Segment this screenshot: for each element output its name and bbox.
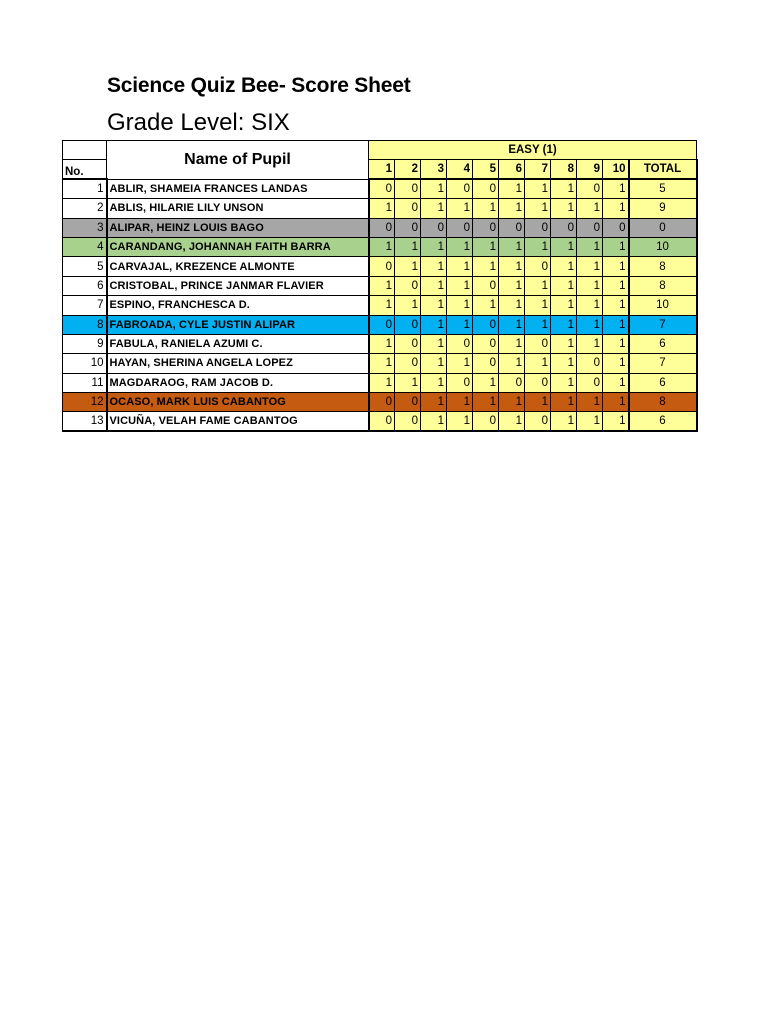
- total-score-cell[interactable]: 6: [629, 334, 697, 353]
- header-question-2[interactable]: 2: [395, 160, 421, 179]
- total-score-cell[interactable]: 8: [629, 257, 697, 276]
- score-cell-q1[interactable]: 0: [369, 257, 395, 276]
- score-cell-q7[interactable]: 1: [525, 354, 551, 373]
- pupil-name-cell[interactable]: OCASO, MARK LUIS CABANTOG: [107, 393, 369, 412]
- row-number-cell[interactable]: 13: [63, 412, 107, 431]
- score-cell-q3[interactable]: 1: [421, 276, 447, 295]
- header-question-7[interactable]: 7: [525, 160, 551, 179]
- score-cell-q5[interactable]: 0: [473, 354, 499, 373]
- score-cell-q10[interactable]: 1: [603, 296, 629, 315]
- score-cell-q7[interactable]: 1: [525, 199, 551, 218]
- score-cell-q6[interactable]: 1: [499, 199, 525, 218]
- score-cell-q3[interactable]: 1: [421, 412, 447, 431]
- row-number-cell[interactable]: 12: [63, 393, 107, 412]
- score-cell-q4[interactable]: 0: [447, 373, 473, 392]
- score-cell-q6[interactable]: 1: [499, 334, 525, 353]
- score-cell-q7[interactable]: 0: [525, 412, 551, 431]
- score-cell-q8[interactable]: 1: [551, 296, 577, 315]
- score-cell-q10[interactable]: 0: [603, 218, 629, 237]
- score-cell-q7[interactable]: 1: [525, 179, 551, 198]
- score-cell-q5[interactable]: 0: [473, 315, 499, 334]
- score-cell-q1[interactable]: 0: [369, 218, 395, 237]
- score-cell-q4[interactable]: 1: [447, 412, 473, 431]
- header-question-3[interactable]: 3: [421, 160, 447, 179]
- table-row: [63, 296, 697, 315]
- score-cell-q4[interactable]: 1: [447, 276, 473, 295]
- score-cell-q7[interactable]: 1: [525, 237, 551, 256]
- header-name-of-pupil[interactable]: Name of Pupil: [107, 141, 369, 180]
- score-cell-q10[interactable]: 1: [603, 354, 629, 373]
- score-cell-q4[interactable]: 1: [447, 393, 473, 412]
- header-no[interactable]: No.: [63, 160, 107, 179]
- row-number-cell[interactable]: 8: [63, 315, 107, 334]
- score-cell-q7[interactable]: 0: [525, 334, 551, 353]
- table-row: [63, 412, 697, 431]
- score-cell-q4[interactable]: 1: [447, 296, 473, 315]
- total-score-cell[interactable]: 10: [629, 296, 697, 315]
- pupil-name-cell[interactable]: MAGDARAOG, RAM JACOB D.: [107, 373, 369, 392]
- header-question-10[interactable]: 10: [603, 160, 629, 179]
- table-row: [63, 218, 697, 237]
- score-cell-q3[interactable]: 1: [421, 199, 447, 218]
- score-cell-q2[interactable]: 0: [395, 179, 421, 198]
- score-cell-q1[interactable]: 1: [369, 334, 395, 353]
- score-cell-q5[interactable]: 0: [473, 276, 499, 295]
- score-cell-q1[interactable]: 0: [369, 179, 395, 198]
- score-cell-q9[interactable]: 1: [577, 199, 603, 218]
- score-cell-q7[interactable]: 1: [525, 276, 551, 295]
- total-score-cell[interactable]: 9: [629, 199, 697, 218]
- score-cell-q7[interactable]: 0: [525, 257, 551, 276]
- table-row: [63, 199, 697, 218]
- score-cell-q5[interactable]: 0: [473, 412, 499, 431]
- score-sheet-table: [62, 140, 698, 432]
- header-question-6[interactable]: 6: [499, 160, 525, 179]
- score-cell-q10[interactable]: 1: [603, 393, 629, 412]
- score-cell-q5[interactable]: 0: [473, 218, 499, 237]
- score-cell-q1[interactable]: 1: [369, 237, 395, 256]
- header-easy-group[interactable]: EASY (1): [369, 141, 697, 160]
- score-cell-q7[interactable]: 1: [525, 393, 551, 412]
- score-cell-q8[interactable]: 1: [551, 334, 577, 353]
- row-number-cell[interactable]: 6: [63, 276, 107, 295]
- score-cell-q8[interactable]: 1: [551, 237, 577, 256]
- table-row: [63, 354, 697, 373]
- pupil-name-cell[interactable]: VICUÑA, VELAH FAME CABANTOG: [107, 412, 369, 431]
- row-number-cell[interactable]: 11: [63, 373, 107, 392]
- score-cell-q5[interactable]: 1: [473, 257, 499, 276]
- score-cell-q6[interactable]: 1: [499, 393, 525, 412]
- score-cell-q1[interactable]: 0: [369, 412, 395, 431]
- score-cell-q4[interactable]: 1: [447, 199, 473, 218]
- total-score-cell[interactable]: 6: [629, 412, 697, 431]
- score-cell-q2[interactable]: 0: [395, 276, 421, 295]
- score-cell-q5[interactable]: 1: [473, 199, 499, 218]
- pupil-name-cell[interactable]: CRISTOBAL, PRINCE JANMAR FLAVIER: [107, 276, 369, 295]
- score-cell-q5[interactable]: 1: [473, 373, 499, 392]
- score-cell-q4[interactable]: 1: [447, 257, 473, 276]
- score-cell-q6[interactable]: 0: [499, 373, 525, 392]
- score-cell-q9[interactable]: 0: [577, 179, 603, 198]
- table-row: [63, 276, 697, 295]
- score-cell-q9[interactable]: 1: [577, 296, 603, 315]
- pupil-name-cell[interactable]: FABULA, RANIELA AZUMI C.: [107, 334, 369, 353]
- score-cell-q6[interactable]: 1: [499, 315, 525, 334]
- score-cell-q6[interactable]: 1: [499, 296, 525, 315]
- score-cell-q2[interactable]: 1: [395, 373, 421, 392]
- score-cell-q3[interactable]: 1: [421, 257, 447, 276]
- score-cell-q5[interactable]: 1: [473, 296, 499, 315]
- score-cell-q2[interactable]: 0: [395, 218, 421, 237]
- score-cell-q2[interactable]: 0: [395, 334, 421, 353]
- score-cell-q9[interactable]: 1: [577, 412, 603, 431]
- score-cell-q8[interactable]: 1: [551, 315, 577, 334]
- score-cell-q10[interactable]: 1: [603, 276, 629, 295]
- score-cell-q7[interactable]: 1: [525, 315, 551, 334]
- pupil-name-cell[interactable]: ESPINO, FRANCHESCA D.: [107, 296, 369, 315]
- score-cell-q8[interactable]: 1: [551, 393, 577, 412]
- row-number-cell[interactable]: 2: [63, 199, 107, 218]
- total-score-cell[interactable]: 8: [629, 393, 697, 412]
- header-total[interactable]: TOTAL: [629, 160, 697, 179]
- score-cell-q9[interactable]: 1: [577, 315, 603, 334]
- score-cell-q3[interactable]: 1: [421, 373, 447, 392]
- header-question-5[interactable]: 5: [473, 160, 499, 179]
- score-cell-q3[interactable]: 1: [421, 179, 447, 198]
- score-cell-q6[interactable]: 0: [499, 218, 525, 237]
- pupil-name-cell[interactable]: ABLIS, HILARIE LILY UNSON: [107, 199, 369, 218]
- score-cell-q2[interactable]: 0: [395, 393, 421, 412]
- score-cell-q4[interactable]: 1: [447, 315, 473, 334]
- score-cell-q6[interactable]: 1: [499, 237, 525, 256]
- total-score-cell[interactable]: 7: [629, 315, 697, 334]
- table-row: [63, 257, 697, 276]
- score-cell-q10[interactable]: 1: [603, 315, 629, 334]
- score-cell-q2[interactable]: 0: [395, 412, 421, 431]
- pupil-name-cell[interactable]: ABLIR, SHAMEIA FRANCES LANDAS: [107, 179, 369, 198]
- score-cell-q7[interactable]: 1: [525, 296, 551, 315]
- score-cell-q1[interactable]: 1: [369, 354, 395, 373]
- score-cell-q8[interactable]: 1: [551, 354, 577, 373]
- score-cell-q6[interactable]: 1: [499, 412, 525, 431]
- score-cell-q3[interactable]: 1: [421, 296, 447, 315]
- score-cell-q5[interactable]: 0: [473, 334, 499, 353]
- total-score-cell[interactable]: 8: [629, 276, 697, 295]
- row-number-cell[interactable]: 10: [63, 354, 107, 373]
- pupil-name-cell[interactable]: CARANDANG, JOHANNAH FAITH BARRA: [107, 237, 369, 256]
- score-cell-q9[interactable]: 0: [577, 218, 603, 237]
- score-cell-q2[interactable]: 0: [395, 199, 421, 218]
- score-cell-q9[interactable]: 1: [577, 334, 603, 353]
- score-cell-q1[interactable]: 1: [369, 276, 395, 295]
- score-cell-q4[interactable]: 0: [447, 218, 473, 237]
- row-number-cell[interactable]: 5: [63, 257, 107, 276]
- score-cell-q8[interactable]: 1: [551, 199, 577, 218]
- header-question-8[interactable]: 8: [551, 160, 577, 179]
- table-row: [63, 237, 697, 256]
- score-cell-q6[interactable]: 1: [499, 257, 525, 276]
- table-row: [63, 179, 697, 198]
- score-cell-q2[interactable]: 0: [395, 354, 421, 373]
- table-row: [63, 373, 697, 392]
- score-cell-q8[interactable]: 1: [551, 412, 577, 431]
- score-cell-q5[interactable]: 1: [473, 237, 499, 256]
- total-score-cell[interactable]: 7: [629, 354, 697, 373]
- table-row: [63, 334, 697, 353]
- row-number-cell[interactable]: 9: [63, 334, 107, 353]
- score-cell-q10[interactable]: 1: [603, 199, 629, 218]
- score-cell-q4[interactable]: 0: [447, 334, 473, 353]
- pupil-name-cell[interactable]: FABROADA, CYLE JUSTIN ALIPAR: [107, 315, 369, 334]
- score-cell-q9[interactable]: 1: [577, 257, 603, 276]
- score-cell-q3[interactable]: 1: [421, 354, 447, 373]
- score-cell-q4[interactable]: 1: [447, 354, 473, 373]
- score-cell-q10[interactable]: 1: [603, 412, 629, 431]
- score-cell-q3[interactable]: 1: [421, 334, 447, 353]
- score-cell-q9[interactable]: 1: [577, 237, 603, 256]
- score-cell-q6[interactable]: 1: [499, 276, 525, 295]
- score-cell-q9[interactable]: 1: [577, 276, 603, 295]
- score-cell-q3[interactable]: 1: [421, 393, 447, 412]
- score-cell-q4[interactable]: 0: [447, 179, 473, 198]
- score-cell-q2[interactable]: 1: [395, 257, 421, 276]
- score-cell-q9[interactable]: 1: [577, 393, 603, 412]
- total-score-cell[interactable]: 10: [629, 237, 697, 256]
- row-number-cell[interactable]: 3: [63, 218, 107, 237]
- score-cell-q3[interactable]: 0: [421, 218, 447, 237]
- score-cell-q1[interactable]: 1: [369, 373, 395, 392]
- score-cell-q6[interactable]: 1: [499, 179, 525, 198]
- score-cell-q6[interactable]: 1: [499, 354, 525, 373]
- score-cell-q10[interactable]: 1: [603, 373, 629, 392]
- row-number-cell[interactable]: 1: [63, 179, 107, 198]
- score-cell-q1[interactable]: 1: [369, 296, 395, 315]
- score-cell-q2[interactable]: 1: [395, 237, 421, 256]
- pupil-name-cell[interactable]: HAYAN, SHERINA ANGELA LOPEZ: [107, 354, 369, 373]
- total-score-cell[interactable]: 6: [629, 373, 697, 392]
- score-cell-q4[interactable]: 1: [447, 237, 473, 256]
- score-cell-q8[interactable]: 1: [551, 179, 577, 198]
- score-cell-q9[interactable]: 0: [577, 373, 603, 392]
- row-number-cell[interactable]: 4: [63, 237, 107, 256]
- score-cell-q2[interactable]: 0: [395, 315, 421, 334]
- score-cell-q10[interactable]: 1: [603, 257, 629, 276]
- score-cell-q7[interactable]: 0: [525, 373, 551, 392]
- total-score-cell[interactable]: 5: [629, 179, 697, 198]
- header-question-9[interactable]: 9: [577, 160, 603, 179]
- score-cell-q10[interactable]: 1: [603, 334, 629, 353]
- score-cell-q3[interactable]: 1: [421, 315, 447, 334]
- pupil-name-cell[interactable]: ALIPAR, HEINZ LOUIS BAGO: [107, 218, 369, 237]
- score-cell-q8[interactable]: 1: [551, 276, 577, 295]
- score-cell-q3[interactable]: 1: [421, 237, 447, 256]
- score-cell-q5[interactable]: 1: [473, 393, 499, 412]
- row-number-cell[interactable]: 7: [63, 296, 107, 315]
- score-cell-q7[interactable]: 0: [525, 218, 551, 237]
- header-question-4[interactable]: 4: [447, 160, 473, 179]
- score-cell-q8[interactable]: 0: [551, 218, 577, 237]
- score-cell-q2[interactable]: 1: [395, 296, 421, 315]
- sheet-title: Science Quiz Bee- Score Sheet: [107, 74, 411, 97]
- score-cell-q8[interactable]: 1: [551, 257, 577, 276]
- score-cell-q1[interactable]: 0: [369, 393, 395, 412]
- table-row: [63, 393, 697, 412]
- score-cell-q1[interactable]: 0: [369, 315, 395, 334]
- total-score-cell[interactable]: 0: [629, 218, 697, 237]
- header-blank-cell[interactable]: [63, 141, 107, 160]
- pupil-name-cell[interactable]: CARVAJAL, KREZENCE ALMONTE: [107, 257, 369, 276]
- score-cell-q10[interactable]: 1: [603, 237, 629, 256]
- score-cell-q8[interactable]: 1: [551, 373, 577, 392]
- score-cell-q10[interactable]: 1: [603, 179, 629, 198]
- header-question-1[interactable]: 1: [369, 160, 395, 179]
- table-row: [63, 315, 697, 334]
- score-cell-q5[interactable]: 0: [473, 179, 499, 198]
- score-cell-q9[interactable]: 0: [577, 354, 603, 373]
- grade-level: Grade Level: SIX: [107, 109, 290, 136]
- score-cell-q1[interactable]: 1: [369, 199, 395, 218]
